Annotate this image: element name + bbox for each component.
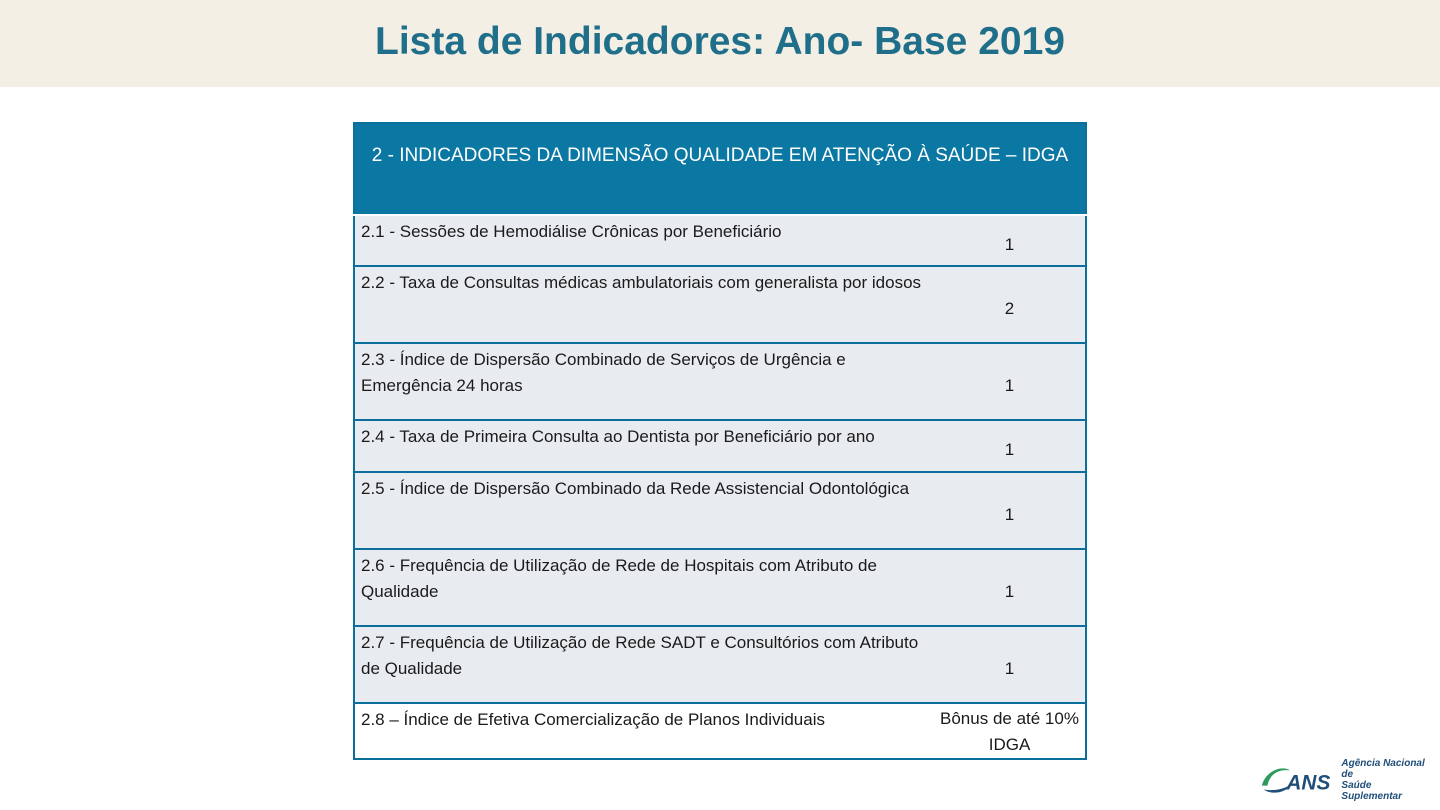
slide-title: Lista de Indicadores: Ano- Base 2019 <box>375 20 1065 63</box>
indicator-value: 1 <box>934 343 1086 420</box>
table-row <box>354 215 1086 266</box>
indicator-name: 2.5 - Índice de Dispersão Combinado da Rede Assistencial Odontológica <box>354 472 934 549</box>
table-row <box>354 472 1086 549</box>
indicator-table <box>353 122 1087 760</box>
ans-logo-icon <box>1258 760 1339 800</box>
indicator-name: 2.4 - Taxa de Primeira Consulta ao Dentista por Beneficiário por ano <box>354 420 934 472</box>
logo-line-1: Agência Nacional de <box>1341 758 1425 780</box>
indicator-name: 2.1 - Sessões de Hemodiálise Crônicas por Beneficiário <box>354 215 934 266</box>
indicator-value: Bônus de até 10% IDGA <box>934 703 1086 759</box>
indicator-name: 2.6 - Frequência de Utilização de Rede de Hospitais com Atributo de Qualidade <box>354 549 934 626</box>
indicator-value: 1 <box>934 215 1086 266</box>
indicator-value: 1 <box>934 626 1086 703</box>
table-row <box>354 343 1086 420</box>
logo-text <box>1341 758 1434 802</box>
indicator-value: 1 <box>934 420 1086 472</box>
table-row <box>354 266 1086 343</box>
indicator-name: 2.7 - Frequência de Utilização de Rede SADT e Consultórios com Atributo de Qualidade <box>354 626 934 703</box>
indicator-name: 2.3 - Índice de Dispersão Combinado de Serviços de Urgência e Emergência 24 horas <box>354 343 934 420</box>
indicator-value: 1 <box>934 549 1086 626</box>
ans-logo <box>1258 760 1434 800</box>
indicator-value: 1 <box>934 472 1086 549</box>
table-row <box>354 626 1086 703</box>
indicator-value: 2 <box>934 266 1086 343</box>
logo-mark-text: ANS <box>1286 771 1331 795</box>
logo-line-2: Saúde Suplementar <box>1341 780 1402 802</box>
indicator-name: 2.2 - Taxa de Consultas médicas ambulatoriais com generalista por idosos <box>354 266 934 343</box>
table-row <box>354 420 1086 472</box>
table-row <box>354 703 1086 759</box>
table-row <box>354 549 1086 626</box>
indicator-name: 2.8 – Índice de Efetiva Comercialização de Planos Individuais <box>354 703 934 759</box>
table-header-row <box>354 123 1086 215</box>
table-header: 2 - INDICADORES DA DIMENSÃO QUALIDADE EM ATENÇÃO À SAÚDE – IDGA <box>354 123 1086 215</box>
